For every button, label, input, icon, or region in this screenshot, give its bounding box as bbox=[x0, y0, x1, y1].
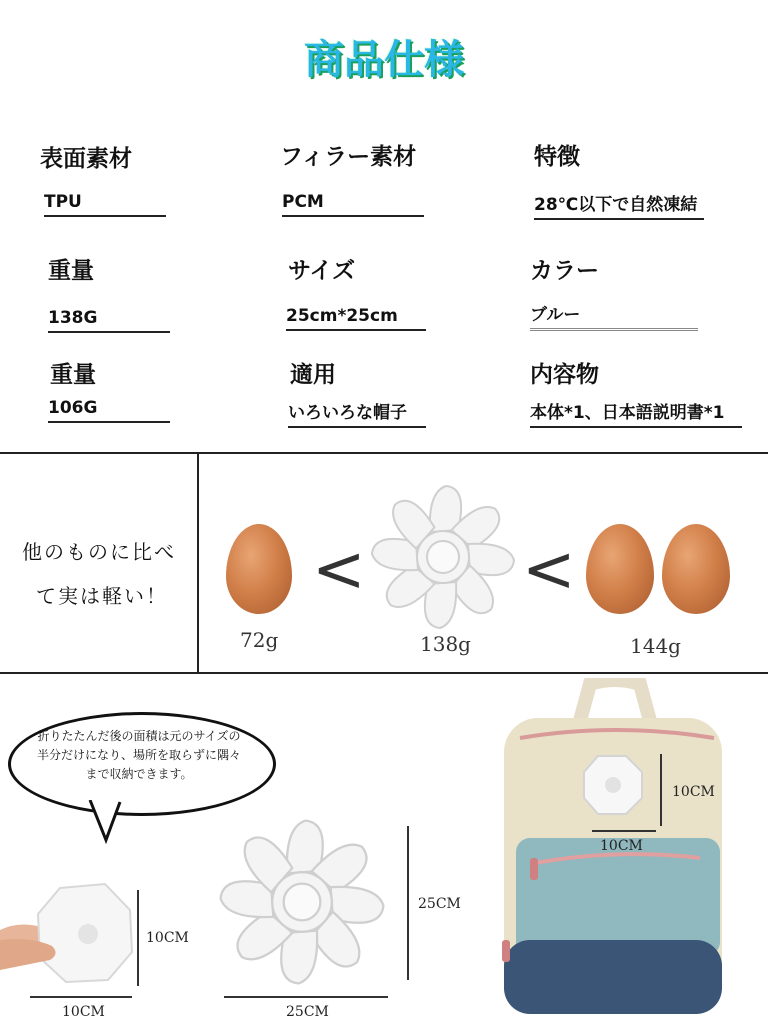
egg-icon bbox=[662, 524, 730, 614]
bag-height-arrow bbox=[660, 754, 662, 826]
flat-ice-pack-icon bbox=[216, 816, 388, 988]
flat-width-label: 25CM bbox=[286, 1004, 329, 1020]
page-title: 商品仕様 bbox=[304, 37, 464, 83]
flat-height-label: 25CM bbox=[418, 896, 461, 912]
comparison-caption-1: 他のものに比べ bbox=[22, 540, 176, 564]
bag-height-label: 10CM bbox=[672, 784, 715, 800]
spec-label-feature: 特徴 bbox=[534, 144, 580, 170]
divider-vertical bbox=[197, 452, 199, 674]
weight-two-eggs: 144g bbox=[630, 634, 681, 658]
spec-label-contents: 内容物 bbox=[530, 362, 599, 388]
less-than-sign-1: < bbox=[312, 533, 366, 607]
bag-width-label: 10CM bbox=[600, 838, 643, 854]
divider-top bbox=[0, 452, 768, 454]
spec-value-size: 25cm*25cm bbox=[286, 306, 426, 331]
weight-egg: 72g bbox=[240, 628, 279, 652]
hand-height-label: 10CM bbox=[146, 930, 189, 946]
spec-value-filler: PCM bbox=[282, 192, 424, 217]
egg-icon bbox=[586, 524, 654, 614]
weight-ice-pack: 138g bbox=[420, 632, 471, 656]
hand-width-label: 10CM bbox=[62, 1004, 105, 1020]
flat-width-arrow bbox=[224, 996, 388, 998]
ice-pack-icon bbox=[368, 482, 518, 632]
egg-icon bbox=[226, 524, 292, 614]
spec-label-usage: 適用 bbox=[290, 362, 336, 388]
spec-label-weight-2: 重量 bbox=[50, 362, 96, 388]
comparison-caption-2: て実は軽い！ bbox=[36, 584, 168, 608]
spec-label-weight: 重量 bbox=[48, 258, 94, 284]
spec-value-feature: 28℃以下で自然凍結 bbox=[534, 190, 704, 220]
divider-bottom bbox=[0, 672, 768, 674]
spec-label-size: サイズ bbox=[288, 258, 356, 284]
spec-value-contents: 本体*1、日本語説明書*1 bbox=[530, 398, 742, 428]
spec-value-surface: TPU bbox=[44, 192, 166, 217]
folded-pack-in-hand-icon bbox=[0, 880, 140, 990]
spec-value-usage: いろいろな帽子 bbox=[288, 398, 426, 428]
flat-height-arrow bbox=[407, 826, 409, 980]
spec-label-filler: フィラー素材 bbox=[280, 144, 417, 170]
less-than-sign-2: < bbox=[522, 533, 576, 607]
bag-width-arrow bbox=[592, 830, 656, 832]
hand-width-arrow bbox=[30, 996, 132, 998]
spec-label-surface: 表面素材 bbox=[40, 146, 132, 172]
speech-bubble-tail bbox=[88, 800, 128, 844]
spec-value-weight-2: 106G bbox=[48, 398, 170, 423]
speech-bubble-text: 折りたたんだ後の面積は元のサイズの半分だけになり、場所を取らずに隅々まで収納できます。 bbox=[36, 729, 241, 781]
hand-height-arrow bbox=[137, 890, 139, 986]
spec-value-color: ブルー bbox=[530, 300, 698, 331]
spec-value-weight: 138G bbox=[48, 308, 170, 333]
spec-label-color: カラー bbox=[530, 258, 599, 284]
